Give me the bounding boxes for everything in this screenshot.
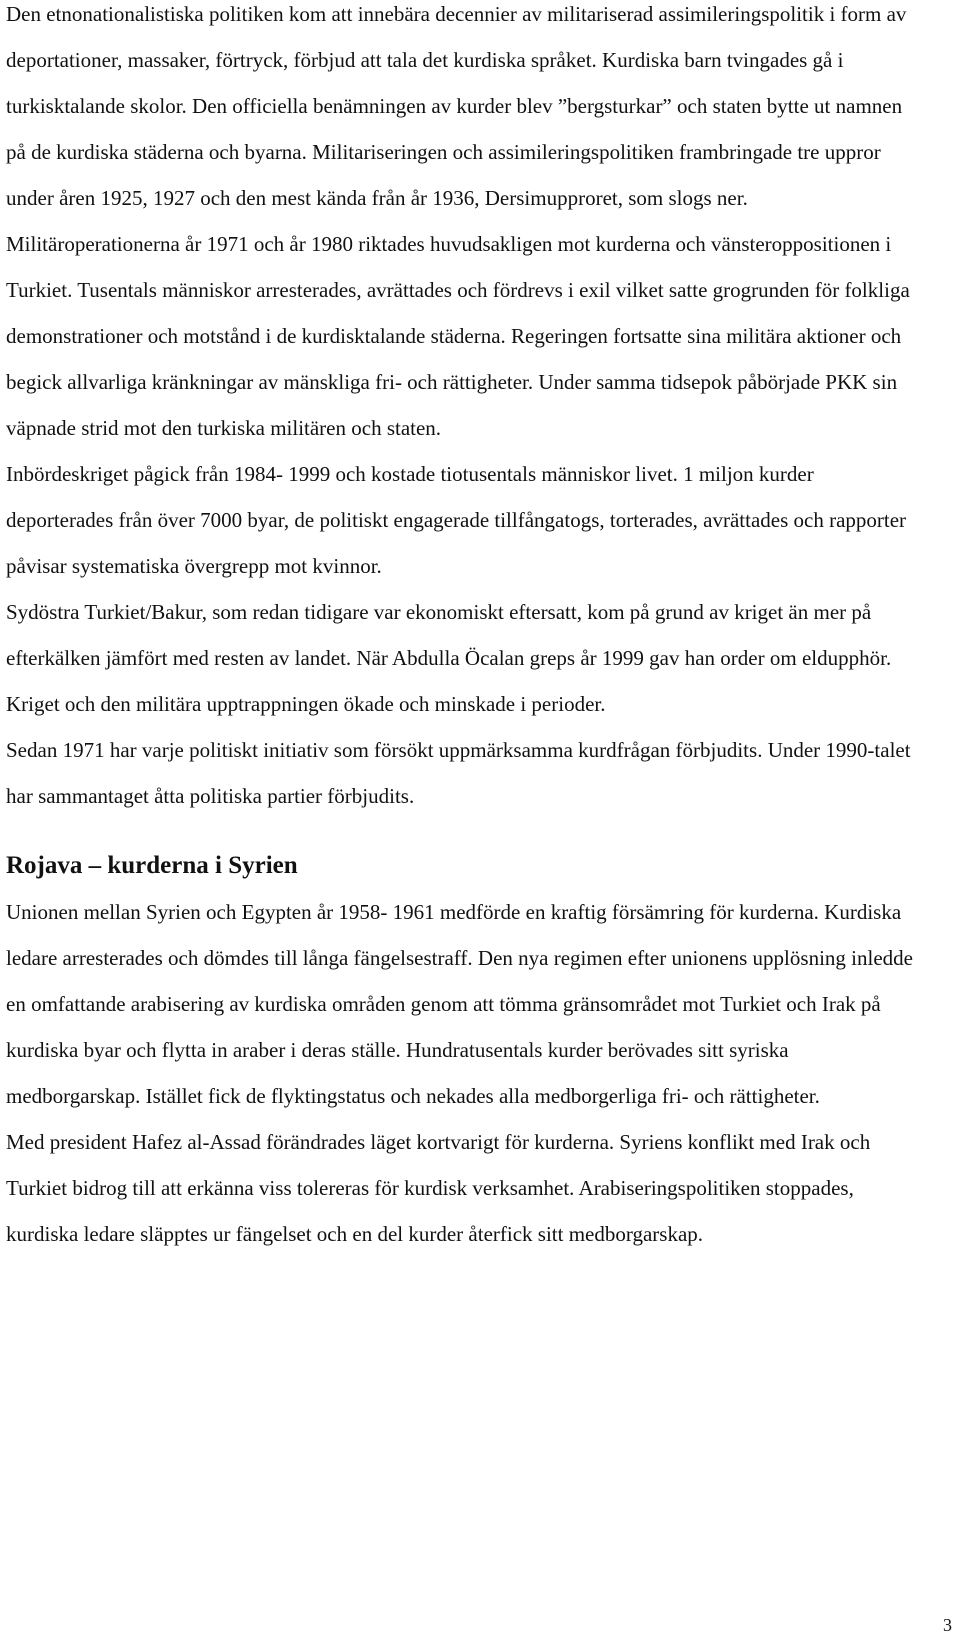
paragraph-militaroperationerna: Militäroperationerna år 1971 och år 1980 riktades huvudsakligen mot kurderna och vänsteroppositionen i Turkiet. Tusentals människor arresterades, avrättades och fördrevs i exil vilket satte grogrunden för folkliga demonstrationer och motstånd i de kurdisktalande städerna. Regeringen fortsatte sina militära aktioner och begick allvarliga kränkningar av mänskliga fri- och rättigheter. Under samma tidsepok påbörjade PKK sin väpnade strid mot den turkiska militären och staten. (6, 232, 910, 440)
section-heading-rojava: Rojava – kurderna i Syrien (6, 852, 298, 879)
page-number: 3 (943, 1615, 952, 1635)
paragraph-hafez-al-assad: Med president Hafez al-Assad förändrades läget kortvarigt för kurderna. Syriens konflikt med Irak och Turkiet bidrog till att erkänna viss tolereras för kurdisk verksamhet. Arabiseringspolitiken stoppades, kurdiska ledare släpptes ur fängelset och en del kurder återfick sitt medborgarskap. (6, 1130, 871, 1246)
paragraph-sedan-1971: Sedan 1971 har varje politiskt initiativ som försökt uppmärksamma kurdfrågan förbjudits. Under 1990-talet har sammantaget åtta politiska partier förbjudits. (6, 738, 911, 808)
paragraph-unionen-syrien-egypten: Unionen mellan Syrien och Egypten år 1958- 1961 medförde en kraftig försämring för kurderna. Kurdiska ledare arresterades och dömdes till långa fängelsestraff. Den nya regimen efter unionens upplösning inledde en omfattande arabisering av kurdiska områden genom att tömma gränsområdet mot Turkiet och Irak på kurdiska byar och flytta in araber i deras ställe. Hundratusentals kurder berövades sitt syriska medborgarskap. Istället fick de flyktingstatus och nekades alla medborgerliga fri- och rättigheter. (6, 900, 913, 1108)
paragraph-sydostra-turkiet: Sydöstra Turkiet/Bakur, som redan tidigare var ekonomiskt eftersatt, kom på grund av kriget än mer på efterkälken jämfört med resten av landet. När Abdulla Öcalan greps år 1999 gav han order om eldupphör. Kriget och den militära upptrappningen ökade och minskade i perioder. (6, 600, 892, 716)
paragraph-etnonationalistiska-politiken: Den etnonationalistiska politiken kom att innebära decennier av militariserad assimileringspolitik i form av deportationer, massaker, förtryck, förbjud att tala det kurdiska språket. Kurdiska barn tvingades gå i turkisktalande skolor. Den officiella benämningen av kurder blev ”bergsturkar” och staten bytte ut namnen på de kurdiska städerna och byarna. Militariseringen och assimileringspolitiken frambringade tre uppror under åren 1925, 1927 och den mest kända från år 1936, Dersimupproret, som slogs ner. (6, 2, 907, 210)
page-content (6, 0, 926, 1257)
paragraph-inbordeskriget: Inbördeskriget pågick från 1984- 1999 och kostade tiotusentals människor livet. 1 miljon kurder deporterades från över 7000 byar, de politiskt engagerade tillfångatogs, torterades, avrättades och rapporter påvisar systematiska övergrepp mot kvinnor. (6, 462, 907, 578)
